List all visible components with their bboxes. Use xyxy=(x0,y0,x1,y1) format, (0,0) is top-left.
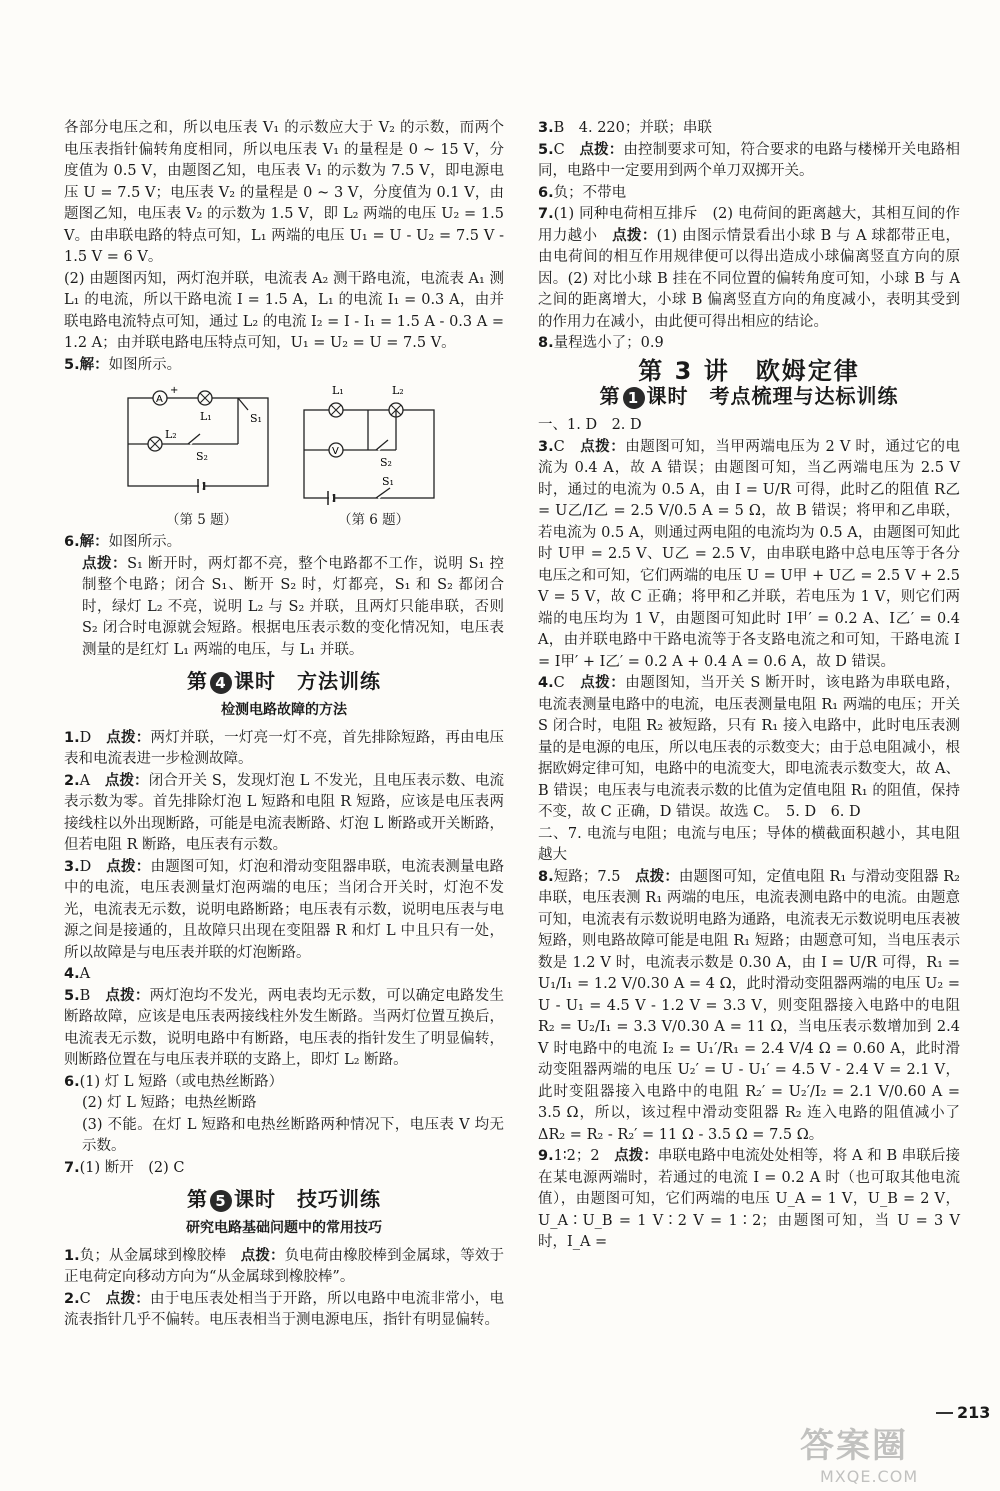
hint-text: 由于电压表处相当于开路，所以电路中电流非常小，电流表指针几乎不偏转。电压表相当于测电源电压，指针有明显偏转。 xyxy=(64,1290,504,1328)
circuit-diagram-5 xyxy=(120,382,280,502)
hint-label: 点拨： xyxy=(105,987,150,1004)
answer-line: (2) 灯 L 短路；电热丝断路 xyxy=(82,1095,257,1111)
watermark-title: 答案圈 xyxy=(800,1426,908,1466)
part-heading: 二、7. 电流与电阻；电流与电压；导体的横截面积越小，其电阻越大 xyxy=(538,825,960,863)
answer-value: A xyxy=(79,772,105,789)
ammeter-label: A xyxy=(156,394,163,405)
title-suffix: 课时 考点梳理与达标训练 xyxy=(646,384,899,408)
hint-text: 由题图可知，当甲两端电压为 2 V 时，通过它的电流为 0.4 A，故 A 错误；由题图可知，当乙两端电压为 2.5 V 时，通过的电流为 0.5 A，由 I = U/R 可得，此时乙的阻值 R乙 = U乙/I乙 = 2.5 V/0.5 A = 5 Ω，故 B 错误；将甲和乙串联，若电流为 0.5 A，则通过两电阻的电流均为 0.5 A，由题图可知此时 U甲 = 2.5 V、U乙 = 2.5 V，由串联电路中总电压等于各分电压之和可知，它们两端的电压 U = U甲 + U乙 = 2.5 V + 2.5 V = 5 V，故 C 正确；将甲和乙并联，若电压为 1 V，则它们两端的电压均为 1 V，由题图可知此时 I甲′ = 0.2 A、I乙′ = 0.4 A，由并联电路中干路电流等于各支路电流之和可知，干路电流 I = I甲′ + I乙′ = 0.2 A + 0.4 A = 0.6 A，故 D 错误。 xyxy=(538,438,960,670)
figure-caption: （第 5 题） xyxy=(166,512,238,528)
hint-text: S₁ 断开时，两灯都不亮，整个电路都不工作，说明 S₁ 控制整个电路；闭合 S₁、断开 S₂ 时，灯都亮，S₁ 和 S₂ 都闭合时，绿灯 L₂ 不亮，说明 L₂ 与 S₂ 并联，且两灯只能串联，否则 S₂ 闭合时电源就会短路。根据电压表示数的变化情况知，电压表测量的是红灯 L₁ 两端的电压，与 L₁ 并联。 xyxy=(82,555,504,658)
answer-value: 负；从金属球到橡胶棒 xyxy=(79,1247,241,1264)
switch-s2-label: S₂ xyxy=(196,450,208,463)
item-number: 6. xyxy=(538,184,554,201)
answer-text: 4. 220；并联；串联 xyxy=(578,120,712,136)
switch-s2-label: S₂ xyxy=(380,456,392,469)
item-number: 6. xyxy=(64,1073,80,1090)
title-suffix: 课时 方法训练 xyxy=(234,669,381,693)
answer-value: 量程选小了；0.9 xyxy=(553,335,664,351)
lesson-number-badge: 5 xyxy=(210,1190,232,1212)
hint-label: 点拨： xyxy=(106,858,151,875)
item-number: 3. xyxy=(538,120,554,136)
switch-s1-label: S₁ xyxy=(250,412,262,425)
watermark-url: MXQE.COM xyxy=(820,1467,919,1486)
answer-item xyxy=(64,1158,504,1180)
answer-value: D xyxy=(79,858,107,875)
item-number: 9. xyxy=(538,1148,554,1164)
item-number: 4. xyxy=(64,966,80,982)
section-title-lesson-5 xyxy=(64,1189,504,1212)
hint-text: 串联电路中电流处处相等，将 A 和 B 串联后接在某电源两端时，若通过的电流 I = 0.2 A 时（也可取其他电流值），由题图可知，它们两端的电压 U_A = 1 V，U_B = 2 V，U_A∶U_B = 1 V∶2 V = 1∶2；由题图可知，当 U = 3 V 时，I_A = xyxy=(538,1148,960,1250)
section-title-lesson-1 xyxy=(538,386,960,409)
answer-value: C xyxy=(553,141,580,158)
answer-text: 如图所示。 xyxy=(108,534,182,550)
right-column xyxy=(538,118,960,1254)
answer-line: (3) 不能。在灯 L 短路和电热丝断路两种情况下，电压表 V 均无示数。 xyxy=(82,1116,504,1154)
hint-label: 点拨： xyxy=(240,1247,285,1264)
hint-label: 点拨： xyxy=(612,227,657,244)
answer-item xyxy=(538,333,960,355)
hint-text: 两灯并联，一灯亮一灯不亮，首先排除短路，再由电压表和电流表进一步检测故障。 xyxy=(64,729,504,767)
item-number: 5. xyxy=(538,141,554,158)
answer-item xyxy=(64,532,504,554)
answer-item xyxy=(64,728,504,771)
answer-item xyxy=(64,857,504,965)
item-number: 8. xyxy=(538,335,554,351)
item-number: 5. xyxy=(64,356,80,373)
answer-item xyxy=(64,771,504,857)
hint-label: 点拨： xyxy=(105,1290,151,1307)
hint-text: 由题图可知，灯泡和滑动变阻器串联，电流表测量电路中的电流，电压表测量灯泡两端的电压；当闭合开关时，灯泡不发光，电流表无示数，说明电路断路；电压表有示数，说明电压表与电源之间是接通的，且故障只出现在变阻器 R 和灯 L 中且只有一处，所以故障是与电压表并联的灯泡断路。 xyxy=(64,858,504,961)
hint-label: 点拨： xyxy=(104,772,149,789)
item-number: 8. xyxy=(538,868,554,885)
page-number: 213 xyxy=(957,1403,991,1422)
hint-text: (1) 由图示情景看出小球 B 与 A 球都带正电，由电荷间的相互作用规律便可以得出造成小球偏离竖直方向的原因。(2) 对比小球 B 挂在不同位置的偏转角度可知，小球 B 与 A 之间的距离增大，小球 B 偏离竖直方向的角度减小，表明其受到的作用力在减小，由此便可得出相应的结论。 xyxy=(538,227,961,330)
item-number: 7. xyxy=(538,206,554,222)
page-number-rule xyxy=(936,1412,953,1414)
hint-label: 点拨： xyxy=(82,555,128,572)
paragraph: (2) 由题图丙知，两灯泡并联，电流表 A₂ 测干路电流，电流表 A₁ 测 L₁ 的电流，所以干路电流 I = 1.5 A，L₁ 的电流 I₁ = 0.3 A，由并联电路电流特点可知，通过 L₂ 的电流 I₂ = I - I₁ = 1.5 A - 0.3 A = 1.2 A；由并联电路电压特点可知，U₁ = U₂ = U = 7.5 V。 xyxy=(64,270,504,351)
lecture-title: 第 3 讲 欧姆定律 xyxy=(638,356,860,385)
watermark-logo xyxy=(800,1418,990,1484)
answer-label: 解： xyxy=(79,534,109,550)
answer-value: D xyxy=(79,729,107,746)
answer-item xyxy=(538,867,960,1147)
item-number: 6. xyxy=(64,534,80,550)
item-number: 2. xyxy=(64,1290,80,1307)
lamp-l1-label: L₁ xyxy=(200,410,212,423)
answer-text: 如图所示。 xyxy=(108,356,182,373)
answer-item xyxy=(538,118,960,140)
title-prefix: 第 xyxy=(599,384,621,408)
hint-text: 两灯泡均不发光，两电表均无示数，可以确定电路发生断路故障，应该是电压表两接线柱外发生断路。当两灯位置互换后，电流表无示数，说明电路中有断路，电压表的指针发生了明显偏转，则断路位置在与电压表并联的支路上，即灯 L₂ 断路。 xyxy=(64,987,505,1068)
section-subtitle: 检测电路故障的方法 xyxy=(221,702,347,718)
hint-label: 点拨： xyxy=(580,675,626,691)
hint-label: 点拨： xyxy=(106,729,151,746)
answer-value: C xyxy=(79,1290,106,1307)
lamp-l2-label: L₂ xyxy=(165,428,177,441)
hint-text: 由题图知，当开关 S 断开时，该电路为串联电路，电流表测量电路中的电流，电压表测量电阻 R₁ 两端的电压；开关 S 闭合时，电阻 R₂ 被短路，只有 R₁ 接入电路中，此时电压表测量的是电源的电压，所以电压表的示数变大；由于总电阻减小，根据欧姆定律可知，电路中的电流变大，即电流表示数变大，故 A、B 错误；电压表与电流表示数的比值为定值电阻 R₁ 的阻值，保持不变，故 C 正确，D 错误。故选 C。 5. D 6. D xyxy=(538,675,960,820)
answer-item xyxy=(538,204,960,333)
paragraph: 各部分电压之和，所以电压表 V₁ 的示数应大于 V₂ 的示数，而两个电压表指针偏转角度相同，所以电压表 V₁ 的量程是 0 ~ 15 V，分度值为 0.5 V，由题图乙知，电压表 V₁ 的示数为 7.5 V，即电源电压 U = 7.5 V；电压表 V₂ 的量程是 0 ~ 3 V，分度值为 0.1 V，由题图乙知，电压表 V₂ 的示数为 1.5 V，即 L₂ 两端的电压 U₂ = 1.5 V。由串联电路的特点可知，L₁ 两端的电压 U₁ = U - U₂ = 7.5 V - 1.5 V = 6 V。 xyxy=(64,120,504,265)
lamp-l2-label: L₂ xyxy=(392,384,404,397)
answer-item xyxy=(64,1246,504,1289)
hint-text: 由题图可知，定值电阻 R₁ 与滑动变阻器 R₂ 串联，电压表测 R₁ 两端的电压，电流表测电路中的电流。由题意可知，电流表有示数说明电路为通路，电流表无示数说明电压表被短路，则电路故障可能是电阻 R₁ 短路；由题意可知，当电压表示数是 1.2 V 时，电流表示数是 0.30 A，由 I = U/R 可得，R₁ = U₁/I₁ = 1.2 V/0.30 A = 4 Ω，此时滑动变阻器两端的电压 U₂ = U - U₁ = 4.5 V - 1.2 V = 3.3 V，则变阻器接入电路中的电阻 R₂ = U₂/I₁ = 3.3 V/0.30 A = 11 Ω，当电压表示数增加到 2.4 V 时电路中的电流 I₂ = U₁′/R₁ = 2.4 V/4 Ω = 0.60 A，此时滑动变阻器两端的电压 U₂′ = U - U₁′ = 4.5 V - 2.4 V = 2.1 V，此时变阻器接入电路中的电阻 R₂′ = U₂′/I₂ = 2.1 V/0.60 A = 3.5 Ω，所以，该过程中滑动变阻器 R₂ 连入电路的阻值减小了 ΔR₂ = R₂ - R₂′ = 11 Ω - 3.5 Ω = 7.5 Ω。 xyxy=(538,868,960,1143)
hint-paragraph xyxy=(64,554,504,662)
answer-item xyxy=(64,1289,504,1332)
left-column xyxy=(64,118,504,1332)
item-number: 2. xyxy=(64,772,80,789)
section-subtitle: 研究电路基础问题中的常用技巧 xyxy=(186,1220,382,1236)
hint-label: 点拨： xyxy=(580,438,626,455)
answer-value: C xyxy=(553,675,581,691)
hint-text: 由控制要求可知，符合要求的电路与楼梯开关电路相同，电路中一定要用到两个单刀双掷开关。 xyxy=(538,141,960,179)
answer-value: 负；不带电 xyxy=(553,184,627,201)
title-suffix: 课时 技巧训练 xyxy=(234,1187,381,1211)
answer-item xyxy=(64,964,504,986)
answer-item xyxy=(538,140,960,183)
answer-value: 1∶2；2 xyxy=(553,1148,615,1164)
hint-label: 点拨： xyxy=(614,1148,658,1164)
answer-line: (1) 灯 L 短路（或电热丝断路） xyxy=(79,1073,284,1090)
answer-item xyxy=(64,986,504,1072)
item-number: 3. xyxy=(64,858,80,875)
hint-text: 闭合开关 S，发现灯泡 L 不发光，且电压表示数、电流表示数为零。首先排除灯泡 L 短路和电阻 R 短路，应该是电压表两接线柱以外出现断路，可能是电流表断路、灯泡 L 断路或开关断路，但若电阻 R 断路，电压表有示数。 xyxy=(64,772,505,853)
hint-text: 负电荷由橡胶棒到金属球，等效于正电荷定向移动方向为“从金属球到橡胶棒”。 xyxy=(64,1247,505,1285)
answer-item xyxy=(538,1146,960,1254)
lamp-l1-label: L₁ xyxy=(332,384,344,397)
item-number: 5. xyxy=(64,987,80,1004)
lesson-number-badge: 1 xyxy=(623,387,645,409)
item-number: 1. xyxy=(64,729,80,746)
answer-value: B xyxy=(79,987,106,1004)
title-prefix: 第 xyxy=(187,1187,208,1211)
item-number: 7. xyxy=(64,1159,80,1176)
answer-value: (1) 同种电荷相互排斥 (2) 电荷间的距离越大，其相互间的作用力越小 xyxy=(538,206,960,244)
item-number: 4. xyxy=(538,675,554,691)
figure-caption: （第 6 题） xyxy=(338,512,410,528)
item-number: 1. xyxy=(64,1247,80,1264)
circuit-diagram-6 xyxy=(298,382,448,508)
answer-item xyxy=(64,355,504,377)
hint-label: 点拨： xyxy=(579,141,624,158)
lesson-number-badge: 4 xyxy=(210,672,232,694)
voltmeter-label: V xyxy=(332,446,339,457)
answer-value: B xyxy=(553,120,579,136)
answer-value: C xyxy=(553,438,581,455)
answer-value: 短路；7.5 xyxy=(553,868,636,885)
answer-item xyxy=(538,437,960,674)
answer-item xyxy=(538,183,960,205)
plus-label: + xyxy=(170,385,179,396)
answer-label: 解： xyxy=(79,356,109,373)
circuit-diagrams xyxy=(64,382,504,530)
answer-value: A xyxy=(79,966,91,982)
answer-value: (1) 断开 (2) C xyxy=(79,1159,185,1176)
section-title-lesson-4 xyxy=(64,671,504,694)
hint-label: 点拨： xyxy=(635,868,679,885)
title-prefix: 第 xyxy=(187,669,208,693)
part-heading: 一、1. D 2. D xyxy=(538,417,642,433)
answer-item xyxy=(538,673,960,824)
answer-item xyxy=(64,1072,504,1094)
switch-s1-label: S₁ xyxy=(382,475,394,488)
item-number: 3. xyxy=(538,438,554,455)
